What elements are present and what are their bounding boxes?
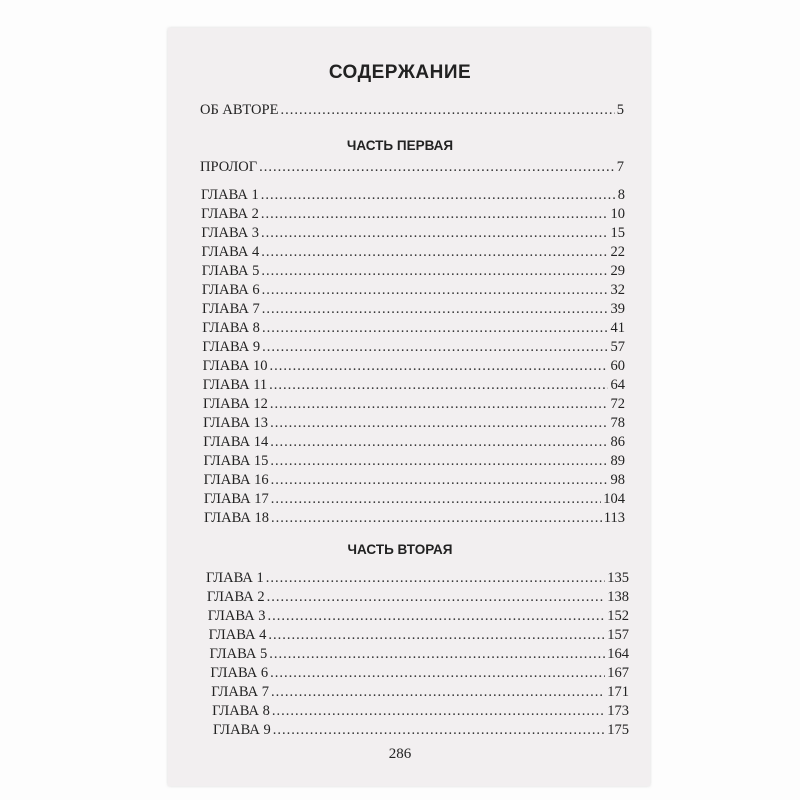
toc-entry-page: 22 [610,244,625,260]
toc-entry-label: ГЛАВА 3 [207,608,266,624]
toc-entry-page: 164 [607,646,629,662]
toc-entry-chapter [210,646,630,663]
leader-dots [270,434,608,451]
leader-dots [273,722,606,739]
leader-dots [270,453,608,470]
toc-entry-page: 39 [610,301,625,317]
page-number: 286 [388,746,412,762]
toc-entry-chapter [202,320,625,337]
toc-entry-chapter [201,187,625,204]
leader-dots [262,339,608,356]
toc-entry-chapter [202,282,625,299]
toc-entry-label: ГЛАВА 10 [202,358,268,374]
leader-dots [267,589,606,606]
leader-dots [270,396,609,413]
toc-entry-label: ГЛАВА 4 [208,627,267,643]
toc-entry-chapter [213,722,629,739]
toc-entry-page: 29 [610,263,625,279]
toc-entry-page: 78 [610,415,625,431]
toc-entry-label: ПРОЛОГ [200,159,258,175]
toc-entry-chapter [202,339,625,356]
toc-entry-chapter [203,377,625,394]
toc-entry-chapter [210,665,629,682]
toc-entry-chapter [203,434,625,451]
toc-entry-page: 113 [603,510,625,526]
toc-entry-label: ГЛАВА 12 [202,396,268,412]
leader-dots [280,102,614,119]
toc-entry-page: 89 [610,453,625,469]
toc-entry-page: 32 [610,282,625,298]
toc-entry-page: 135 [607,570,629,586]
toc-entry-about-author [200,102,624,119]
toc-entry-label: ГЛАВА 18 [204,510,269,526]
leader-dots [262,320,609,337]
part-two-heading: ЧАСТЬ ВТОРАЯ [347,542,453,557]
toc-entry-label: ГЛАВА 2 [201,206,259,222]
toc-entry-chapter [203,453,625,470]
toc-entry-chapter [206,570,629,587]
leader-dots [269,646,605,663]
toc-entry-chapter [204,491,625,508]
toc-entry-label: ГЛАВА 16 [203,472,269,488]
toc-entry-chapter [201,206,625,223]
toc-entry-page: 98 [610,472,625,488]
toc-entry-chapter [203,358,625,375]
toc-entry-label: ОБ АВТОРЕ [200,102,279,118]
toc-entry-label: ГЛАВА 14 [203,434,269,450]
toc-entry-chapter [201,225,625,242]
toc-entry-chapter [203,396,625,413]
toc-entry-page: 72 [610,396,625,412]
page-title: СОДЕРЖАНИЕ [328,62,472,83]
toc-entry-page: 8 [617,187,625,203]
leader-dots [267,608,605,625]
toc-entry-chapter [209,627,629,644]
leader-dots [261,206,609,223]
leader-dots [261,263,608,280]
toc-entry-chapter [211,684,629,701]
toc-entry-label: ГЛАВА 6 [210,665,269,681]
leader-dots [270,665,605,682]
leader-dots [262,282,609,299]
leader-dots [271,491,601,508]
toc-entry-label: ГЛАВА 5 [209,646,268,662]
leader-dots [271,684,605,701]
toc-entry-page: 41 [610,320,625,336]
leader-dots [271,510,602,527]
toc-entry-page: 104 [603,491,625,507]
toc-entry-page: 10 [610,206,625,222]
toc-entry-chapter [212,703,629,720]
toc-entry-page: 57 [610,339,625,355]
toc-entry-page: 173 [607,703,629,719]
toc-entry-page: 86 [610,434,625,450]
toc-entry-label: ГЛАВА 8 [212,703,270,719]
toc-entry-page: 7 [616,159,624,175]
toc-entry-chapter [208,608,629,625]
toc-entry-label: ГЛАВА 1 [201,187,259,203]
toc-entry-label: ГЛАВА 15 [203,453,269,469]
leader-dots [259,159,615,176]
leader-dots [270,415,608,432]
toc-entry-label: ГЛАВА 7 [211,684,269,700]
leader-dots [266,570,606,587]
leader-dots [269,377,608,394]
toc-entry-page: 152 [607,608,629,624]
leader-dots [272,703,605,720]
toc-entry-label: ГЛАВА 1 [206,570,264,586]
leader-dots [261,187,616,204]
toc-entry-label: ГЛАВА 8 [202,320,260,336]
toc-entry-label: ГЛАВА 9 [202,339,261,355]
toc-entry-page: 64 [610,377,625,393]
toc-entry-label: ГЛАВА 7 [202,301,260,317]
toc-entry-chapter [207,589,629,606]
part-one-heading: ЧАСТЬ ПЕРВАЯ [346,138,454,153]
toc-entry-chapter [203,415,625,432]
toc-entry-label: ГЛАВА 4 [201,244,260,260]
toc-entry-page: 15 [610,225,625,241]
leader-dots [261,244,608,261]
toc-entry-chapter [204,472,625,489]
toc-entry-label: ГЛАВА 9 [213,722,271,738]
toc-entry-prologue [200,159,624,176]
toc-entry-label: ГЛАВА 11 [202,377,268,393]
leader-dots [271,472,609,489]
toc-entry-page: 171 [607,684,629,700]
toc-entry-page: 157 [607,627,629,643]
leader-dots [261,225,608,242]
toc-entry-chapter [202,263,625,280]
toc-entry-label: ГЛАВА 17 [203,491,269,507]
toc-entry-page: 5 [616,102,624,118]
toc-entry-page: 167 [607,665,629,681]
toc-entry-chapter [204,510,625,527]
toc-entry-page: 175 [607,722,629,738]
toc-entry-label: ГЛАВА 2 [206,589,265,605]
leader-dots [268,627,605,644]
leader-dots [270,358,609,375]
toc-entry-label: ГЛАВА 6 [201,282,260,298]
toc-entry-label: ГЛАВА 5 [201,263,260,279]
toc-entry-chapter [202,301,625,318]
toc-entry-page: 60 [610,358,625,374]
leader-dots [262,301,609,318]
toc-entry-page: 138 [607,589,629,605]
toc-entry-label: ГЛАВА 3 [201,225,260,241]
toc-entry-chapter [202,244,625,261]
toc-entry-label: ГЛАВА 13 [203,415,269,431]
